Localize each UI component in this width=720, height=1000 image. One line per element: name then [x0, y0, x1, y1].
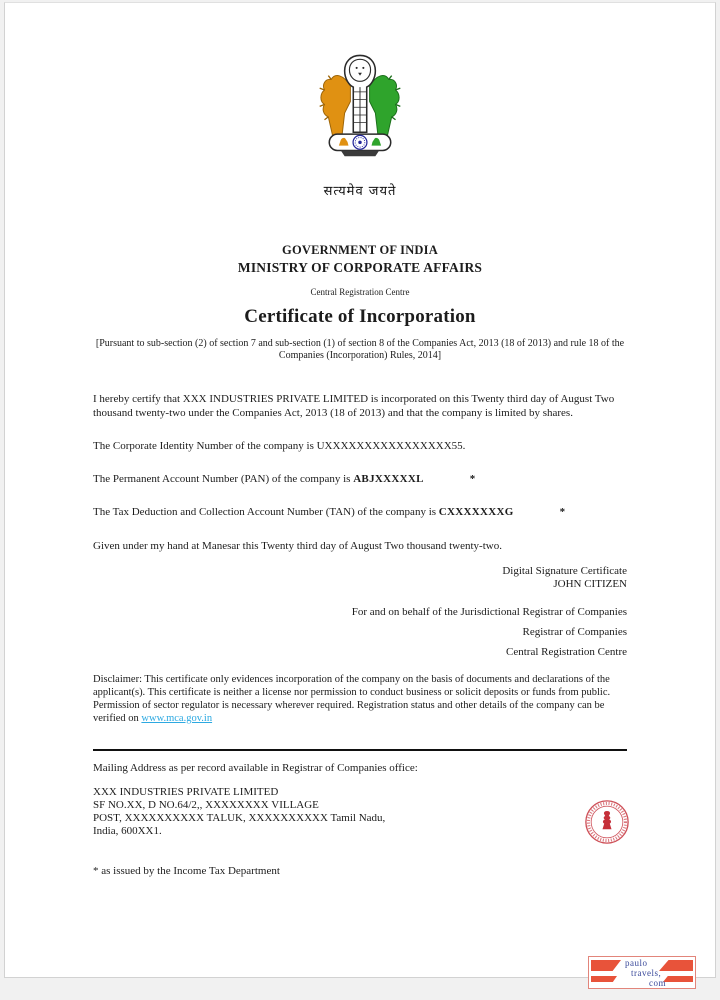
tan-value: CXXXXXXXG [438, 506, 514, 518]
company-name-line: XXX INDUSTRIES PRIVATE LIMITED [93, 786, 279, 798]
watermark-line-3: com [649, 978, 666, 988]
signatory-name: JOHN CITIZEN [553, 578, 627, 590]
emblem-of-india-icon [312, 53, 408, 175]
certificate-page [4, 2, 716, 978]
signature-block [93, 565, 627, 591]
section-divider [93, 749, 627, 751]
ministry-heading: MINISTRY OF CORPORATE AFFAIRS [237, 260, 483, 275]
pan-line [93, 472, 627, 486]
emblem-block [5, 53, 715, 199]
certify-paragraph: I hereby certify that XXX INDUSTRIES PRIVATE LIMITED is incorporated on this Twenty third day of August Two thousand twenty-two under the Companies Act, 2013 (18 of 2013) and that the company is limited by shares. [93, 393, 615, 419]
registrar-of-companies-line: Registrar of Companies [522, 626, 627, 638]
watermark-logo [588, 956, 696, 989]
address-line-1: SF NO.XX, D NO.64/2,, XXXXXXXX VILLAGE [93, 799, 319, 811]
given-under-hand-line: Given under my hand at Manesar this Twenty third day of August Two thousand twenty-two. [93, 540, 502, 552]
cin-prefix: The Corporate Identity Number of the company is [93, 440, 317, 452]
disclaimer-text: Disclaimer: This certificate only evidences incorporation of the company on the basis of documents and declarations of the applicant(s). This certificate is neither a license nor permission to conduct business or solicit deposits or funds from public. Permission of sector regulator is necessary wherever required. Registration status and other details of the company can be verified on [93, 674, 611, 724]
address-line-3: India, 600XX1. [93, 825, 162, 837]
pan-asterisk: * [469, 473, 476, 485]
address-line-2: POST, XXXXXXXXXX TALUK, XXXXXXXXXX Tamil Nadu, [93, 812, 386, 824]
mailing-address-heading: Mailing Address as per record available in Registrar of Companies office: [93, 762, 418, 774]
pan-value: ABJXXXXXL [353, 473, 424, 485]
income-tax-footnote: * as issued by the Income Tax Department [93, 865, 280, 877]
dsc-label: Digital Signature Certificate [502, 565, 627, 577]
government-of-india-heading: GOVERNMENT OF INDIA [282, 243, 438, 257]
pursuant-clause: [Pursuant to sub-section (2) of section 7 and sub-section (1) of section 8 of the Companies Act, 2013 (18 of 2013) and rule 18 of the Companies (Incorporation) Rules, 2014] [95, 338, 625, 361]
registrar-seal-icon [583, 798, 631, 846]
disclaimer-paragraph [93, 673, 627, 725]
tan-line [93, 505, 627, 519]
central-registration-centre-label: Central Registration Centre [310, 287, 410, 297]
watermark-line-2: travels, [631, 968, 662, 978]
mailing-address-block [93, 786, 627, 838]
central-registration-centre-line: Central Registration Centre [506, 646, 627, 658]
certificate-title: Certificate of Incorporation [244, 306, 476, 327]
tan-asterisk: * [559, 506, 566, 518]
cin-suffix: . [462, 440, 466, 452]
tan-prefix: The Tax Deduction and Collection Account Number (TAN) of the company is [93, 506, 439, 518]
cin-value: UXXXXXXXXXXXXXXXX55 [316, 440, 463, 452]
watermark-text [589, 958, 695, 988]
pan-prefix: The Permanent Account Number (PAN) of the company is [93, 473, 354, 485]
watermark-line-1: paulo [625, 958, 648, 968]
on-behalf-line: For and on behalf of the Jurisdictional Registrar of Companies [351, 606, 627, 618]
cin-line [93, 439, 627, 453]
mca-website-link[interactable]: www.mca.gov.in [141, 713, 213, 724]
emblem-motto: सत्यमेव जयते [323, 184, 397, 199]
